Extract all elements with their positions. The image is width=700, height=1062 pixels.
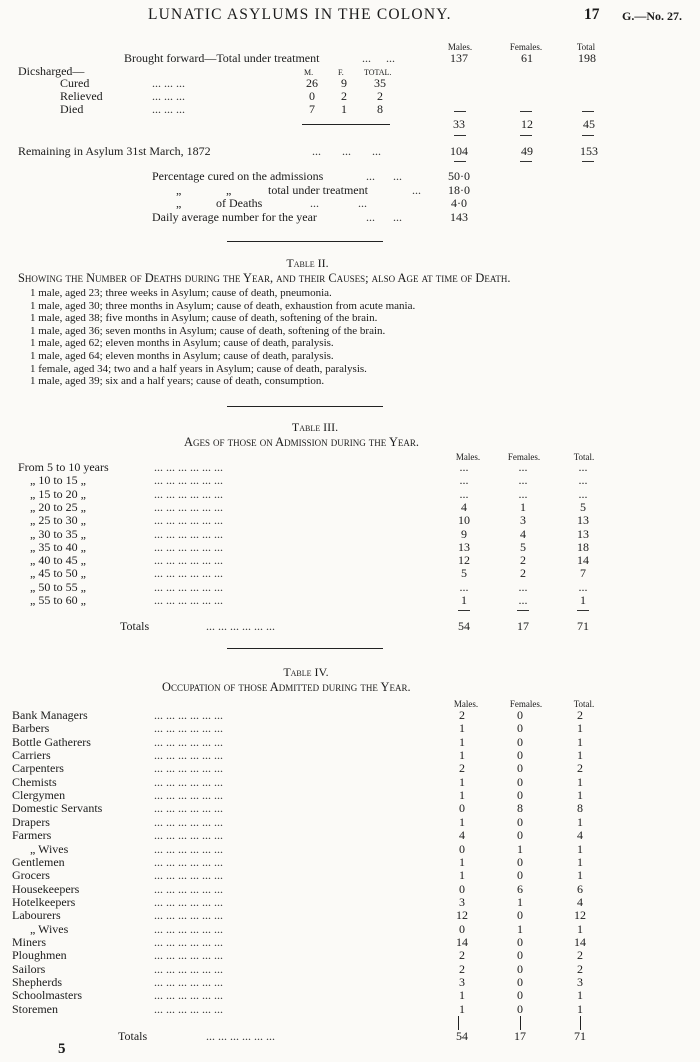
age-row-females: 4	[520, 526, 526, 541]
leader-dots: ... ... ... ... ... ...	[154, 921, 223, 936]
t3-col-total: Total.	[573, 452, 595, 462]
age-row-total: ...	[578, 460, 588, 474]
occupation-row-females: 0	[517, 774, 523, 789]
discharged-total-total: 45	[583, 117, 595, 131]
occupation-row-total: 1	[577, 1001, 583, 1016]
remaining-males: 104	[450, 144, 468, 158]
age-row-label: „ 40 to 45 „	[30, 553, 86, 568]
age-row-label: „ 25 to 30 „	[30, 513, 86, 528]
age-row-females: ...	[518, 593, 528, 607]
discharged-total-females: 12	[521, 117, 533, 131]
age-row-males: 9	[461, 526, 467, 541]
age-row-females: 5	[520, 539, 526, 554]
occupation-row-total: 1	[577, 988, 583, 1003]
occupation-row-label: Barbers	[12, 721, 50, 736]
table-3-caption: Ages of those on Admission during the Year.	[184, 435, 419, 449]
pct-cured-label: Percentage cured on the admissions	[152, 169, 324, 183]
pct-deaths-label: of Deaths	[216, 196, 263, 210]
t3-col-males: Males.	[455, 452, 481, 462]
rule-mark	[454, 135, 466, 136]
page-number-top: 17	[584, 6, 600, 23]
discharged-row-f: 2	[341, 89, 347, 103]
leader-dots: ... ... ... ... ... ...	[154, 894, 223, 909]
leader-dots: ... ... ... ... ... ...	[154, 460, 223, 474]
discharged-row-m: 0	[309, 89, 315, 103]
age-row-label: „ 45 to 50 „	[30, 566, 86, 581]
age-row-males: 4	[461, 499, 467, 514]
occupation-row-total: 1	[577, 774, 583, 789]
occupation-row-males: 0	[459, 841, 465, 856]
occupation-row-label: Carriers	[12, 748, 51, 763]
leader-dots: ... ... ...	[152, 89, 185, 103]
leader-dots: ... ... ... ... ... ...	[154, 948, 223, 963]
age-row-males: 5	[461, 566, 467, 581]
rule-mark	[458, 1016, 459, 1030]
occupation-row-females: 0	[517, 908, 523, 923]
age-row-females: 3	[520, 513, 526, 528]
occupation-row-label: Schoolmasters	[12, 988, 82, 1003]
occupation-row-males: 1	[459, 868, 465, 883]
age-row-males: 13	[458, 539, 470, 554]
occupation-row-label: Ploughmen	[12, 948, 67, 963]
rule-mark	[454, 111, 466, 112]
death-record-row: 1 male, aged 38; five months in Asylum; cause of death, softening of the brain.	[30, 312, 378, 325]
sub-head-m: M.	[304, 68, 314, 77]
occupation-row-females: 0	[517, 975, 523, 989]
occupation-row-males: 3	[459, 975, 465, 989]
col-males: Males.	[447, 42, 473, 52]
rule-mark	[458, 610, 470, 611]
occupation-row-males: 1	[459, 788, 465, 803]
section-divider	[227, 241, 383, 242]
occupation-row-males: 2	[459, 761, 465, 776]
page-number-bottom: 5	[58, 1041, 66, 1057]
age-row-females: 1	[520, 499, 526, 514]
sub-head-f: F.	[338, 68, 344, 77]
occupation-row-total: 3	[577, 975, 583, 989]
occupation-row-label: Bank Managers	[12, 708, 88, 722]
t3-totals-females: 17	[517, 619, 529, 633]
t4-totals-females: 17	[514, 1029, 526, 1043]
occupation-row-females: 0	[517, 788, 523, 803]
death-record-row: 1 male, aged 30; three months in Asylum; cause of death, exhaustion from acute mania.	[30, 299, 416, 312]
occupation-row-total: 1	[577, 721, 583, 736]
pct-deaths-value: 4·0	[451, 196, 467, 210]
discharged-label: Dicsharged—	[18, 64, 85, 78]
occupation-row-total: 14	[574, 934, 586, 949]
occupation-row-females: 0	[517, 948, 523, 963]
rule-mark	[582, 135, 594, 136]
occupation-row-total: 2	[577, 708, 583, 722]
t4-totals-total: 71	[574, 1029, 586, 1043]
occupation-row-label: Miners	[12, 934, 46, 949]
t3-col-females: Females.	[507, 452, 541, 462]
age-row-total: ...	[578, 486, 588, 501]
occupation-row-females: 0	[517, 721, 523, 736]
t4-totals-males: 54	[456, 1029, 468, 1043]
age-row-total: 7	[580, 566, 586, 581]
occupation-row-males: 1	[459, 854, 465, 869]
leader-dots: ... ... ... ... ... ...	[154, 513, 223, 528]
age-row-label: „ 55 to 60 „	[30, 593, 86, 607]
leader-dots: ... ... ... ... ... ...	[154, 579, 223, 594]
age-row-label: From 5 to 10 years	[18, 460, 109, 474]
leader-dots: ... ... ... ... ... ...	[154, 788, 223, 803]
age-row-label: „ 50 to 55 „	[30, 579, 86, 594]
brought-forward-label: Brought forward—Total under treatment	[124, 51, 320, 65]
leader-dots: ... ...	[366, 210, 402, 224]
occupation-row-total: 1	[577, 841, 583, 856]
age-row-total: 18	[577, 539, 589, 554]
leader-dots: ... ... ... ... ... ...	[154, 708, 223, 722]
occupation-row-total: 1	[577, 921, 583, 936]
age-row-males: 1	[461, 593, 467, 607]
occupation-row-males: 0	[459, 921, 465, 936]
occupation-row-males: 1	[459, 748, 465, 763]
death-record-row: 1 female, aged 34; two and a half years in Asylum; cause of death, paralysis.	[30, 362, 367, 375]
rule-mark	[520, 111, 532, 112]
occupation-row-males: 1	[459, 734, 465, 749]
leader-dots: ... ... ... ... ... ...	[154, 473, 223, 488]
age-row-label: „ 15 to 20 „	[30, 486, 86, 501]
occupation-row-total: 1	[577, 854, 583, 869]
ditto-mark: „	[226, 183, 232, 197]
age-row-females: ...	[518, 473, 528, 488]
occupation-row-females: 0	[517, 814, 523, 829]
occupation-row-females: 6	[517, 881, 523, 896]
leader-dots: ... ... ... ... ... ...	[154, 961, 223, 976]
page-title: LUNATIC ASYLUMS IN THE COLONY.	[148, 6, 452, 23]
occupation-row-females: 0	[517, 988, 523, 1003]
occupation-row-females: 0	[517, 1001, 523, 1016]
occupation-row-males: 2	[459, 948, 465, 963]
occupation-row-label: „ Wives	[30, 921, 69, 936]
occupation-row-females: 0	[517, 761, 523, 776]
leader-dots: ... ... ... ... ... ...	[154, 721, 223, 736]
occupation-row-total: 1	[577, 748, 583, 763]
occupation-row-males: 1	[459, 774, 465, 789]
occupation-row-label: Chemists	[12, 774, 57, 789]
pct-cured-value: 50·0	[448, 169, 470, 183]
age-row-females: ...	[518, 579, 528, 594]
occupation-row-males: 1	[459, 988, 465, 1003]
t4-col-females: Females.	[509, 699, 543, 709]
remaining-females: 49	[521, 144, 533, 158]
occupation-row-total: 12	[574, 908, 586, 923]
occupation-row-label: Housekeepers	[12, 881, 80, 896]
t3-totals-total: 71	[577, 619, 589, 633]
occupation-row-label: Drapers	[12, 814, 50, 829]
brought-forward-males: 137	[450, 51, 468, 65]
leader-dots: ... ... ... ... ... ...	[154, 761, 223, 776]
leader-dots: ... ... ... ... ... ...	[154, 814, 223, 829]
occupation-row-males: 3	[459, 894, 465, 909]
t3-totals-males: 54	[458, 619, 470, 633]
death-record-row: 1 male, aged 64; eleven months in Asylum; cause of death, paralysis.	[30, 350, 334, 362]
age-row-females: ...	[518, 460, 528, 474]
rule-mark	[582, 111, 594, 112]
daily-average-value: 143	[450, 210, 468, 224]
occupation-row-total: 6	[577, 881, 583, 896]
age-row-total: 1	[580, 593, 586, 607]
brought-forward-females: 61	[521, 51, 533, 65]
age-row-total: 13	[577, 513, 589, 528]
occupation-row-label: Sailors	[12, 961, 46, 976]
remaining-total: 153	[580, 144, 598, 158]
age-row-males: ...	[459, 579, 469, 594]
leader-dots: ... ... ...	[152, 76, 185, 90]
discharged-row-f: 9	[341, 76, 347, 90]
occupation-row-females: 0	[517, 734, 523, 749]
age-row-label: „ 20 to 25 „	[30, 499, 86, 514]
occupation-row-label: Farmers	[12, 828, 52, 843]
occupation-row-label: Labourers	[12, 908, 61, 923]
sub-head-total: TOTAL.	[364, 68, 392, 77]
discharged-row-m: 7	[309, 102, 315, 116]
t4-col-males: Males.	[453, 699, 479, 709]
occupation-row-males: 2	[459, 961, 465, 976]
occupation-row-males: 14	[456, 934, 468, 949]
leader-dots: ... ... ... ... ... ...	[154, 734, 223, 749]
age-row-label: „ 10 to 15 „	[30, 473, 86, 488]
leader-dots: ... ... ... ... ... ...	[154, 934, 223, 949]
occupation-row-total: 1	[577, 814, 583, 829]
occupation-row-females: 0	[517, 748, 523, 763]
occupation-row-females: 8	[517, 801, 523, 816]
death-record-row: 1 male, aged 36; seven months in Asylum; cause of death, softening of the brain.	[30, 324, 386, 337]
age-row-total: 14	[577, 553, 589, 568]
table-2-caption: Showing the Number of Deaths during the Year, and their Causes; also Age at time of Death.	[18, 271, 511, 285]
death-record-row: 1 male, aged 39; six and a half years; cause of death, consumption.	[30, 375, 325, 388]
leader-dots: ... ... ... ... ... ...	[206, 619, 275, 633]
discharged-row-label: Cured	[60, 76, 90, 90]
table-4-title: Table IV.	[283, 665, 329, 679]
leader-dots: ... ... ... ... ... ...	[154, 1001, 223, 1016]
occupation-row-females: 1	[517, 841, 523, 856]
remaining-label: Remaining in Asylum 31st March, 1872	[18, 144, 211, 158]
leader-dots: ... ... ... ... ... ...	[154, 486, 223, 501]
age-row-females: 2	[520, 553, 526, 568]
occupation-row-males: 0	[459, 881, 465, 896]
occupation-row-total: 8	[577, 801, 583, 816]
t4-col-total: Total.	[573, 699, 595, 709]
occupation-row-females: 0	[517, 854, 523, 869]
age-row-label: „ 35 to 40 „	[30, 539, 86, 554]
occupation-row-total: 1	[577, 788, 583, 803]
death-record-row: 1 male, aged 62; eleven months in Asylum; cause of death, paralysis.	[30, 337, 334, 350]
leader-dots: ... ...	[366, 169, 402, 183]
occupation-row-females: 0	[517, 868, 523, 883]
leader-dots: ... ... ... ... ... ...	[154, 593, 223, 607]
leader-dots: ... ... ... ... ... ...	[154, 801, 223, 816]
occupation-row-label: Shepherds	[12, 975, 62, 989]
occupation-row-females: 0	[517, 828, 523, 843]
occupation-row-females: 1	[517, 921, 523, 936]
leader-dots: ... ...	[310, 196, 367, 210]
occupation-row-females: 0	[517, 934, 523, 949]
leader-dots: ... ... ... ... ... ...	[154, 553, 223, 568]
occupation-row-label: Domestic Servants	[12, 801, 103, 816]
discharged-row-total: 8	[377, 102, 383, 116]
occupation-row-females: 0	[517, 961, 523, 976]
document-reference: G.—No. 27.	[622, 9, 682, 23]
t3-totals-label: Totals	[120, 619, 150, 633]
occupation-row-males: 12	[456, 908, 468, 923]
age-row-females: 2	[520, 566, 526, 581]
col-total: Total	[576, 42, 596, 52]
leader-dots: ... ... ...	[152, 102, 185, 116]
leader-dots: ... ... ... ... ... ...	[154, 881, 223, 896]
age-row-males: 10	[458, 513, 470, 528]
brought-forward-total: 198	[578, 51, 596, 65]
occupation-row-total: 1	[577, 734, 583, 749]
occupation-row-males: 4	[459, 828, 465, 843]
discharged-row-label: Died	[60, 102, 84, 116]
occupation-row-total: 2	[577, 961, 583, 976]
occupation-row-total: 4	[577, 894, 583, 909]
ditto-mark: „	[176, 196, 182, 210]
table-4-caption: Occupation of those Admitted during the Year.	[162, 680, 411, 694]
col-females: Females.	[509, 42, 543, 52]
occupation-row-label: „ Wives	[30, 841, 69, 856]
occupation-row-males: 1	[459, 721, 465, 736]
discharged-total-males: 33	[453, 117, 465, 131]
discharged-row-total: 35	[374, 76, 386, 90]
discharged-rule	[302, 124, 390, 125]
rule-mark	[520, 1016, 521, 1030]
leader-dots: ... ... ... ... ... ...	[154, 988, 223, 1003]
rule-mark	[577, 610, 589, 611]
section-divider	[227, 648, 383, 649]
rule-mark	[582, 161, 594, 162]
occupation-row-females: 1	[517, 894, 523, 909]
table-3-title: Table III.	[291, 420, 339, 434]
occupation-row-total: 2	[577, 761, 583, 776]
leader-dots: ... ... ... ... ... ...	[154, 975, 223, 989]
leader-dots: ... ... ... ... ... ...	[154, 828, 223, 843]
occupation-row-label: Hotelkeepers	[12, 894, 76, 909]
rule-mark	[580, 1016, 581, 1030]
occupation-row-females: 0	[517, 708, 523, 722]
age-row-total: ...	[578, 579, 588, 594]
leader-dots: ... ... ... ... ... ...	[154, 539, 223, 554]
occupation-row-males: 1	[459, 1001, 465, 1016]
leader-dots: ... ... ... ... ... ...	[154, 908, 223, 923]
occupation-row-total: 2	[577, 948, 583, 963]
occupation-row-label: Clergymen	[12, 788, 66, 803]
rule-mark	[520, 135, 532, 136]
pct-total-value: 18·0	[448, 183, 470, 197]
occupation-row-label: Grocers	[12, 868, 50, 883]
leader-dots: ...	[412, 183, 421, 197]
occupation-row-total: 1	[577, 868, 583, 883]
leader-dots: ... ...	[362, 51, 395, 65]
age-row-males: ...	[459, 473, 469, 488]
leader-dots: ... ... ... ... ... ...	[154, 499, 223, 514]
pct-total-label: total under treatment	[268, 183, 368, 197]
age-row-total: ...	[578, 473, 588, 488]
leader-dots: ... ... ... ... ... ...	[154, 526, 223, 541]
leader-dots: ... ... ... ... ... ...	[154, 854, 223, 869]
age-row-total: 5	[580, 499, 586, 514]
section-divider	[227, 406, 383, 407]
occupation-row-males: 1	[459, 814, 465, 829]
occupation-row-label: Bottle Gatherers	[12, 734, 91, 749]
leader-dots: ... ... ... ... ... ...	[154, 841, 223, 856]
leader-dots: ... ... ...	[312, 144, 381, 158]
occupation-row-label: Carpenters	[12, 761, 64, 776]
rule-mark	[454, 161, 466, 162]
occupation-row-label: Gentlemen	[12, 854, 65, 869]
leader-dots: ... ... ... ... ... ...	[154, 868, 223, 883]
age-row-males: ...	[459, 486, 469, 501]
occupation-row-males: 0	[459, 801, 465, 816]
table-2-title: Table II.	[286, 256, 329, 270]
age-row-females: ...	[518, 486, 528, 501]
leader-dots: ... ... ... ... ... ...	[154, 566, 223, 581]
daily-average-label: Daily average number for the year	[152, 210, 317, 224]
discharged-row-label: Relieved	[60, 89, 103, 103]
rule-mark	[517, 610, 529, 611]
age-row-males: 12	[458, 553, 470, 568]
occupation-row-males: 2	[459, 708, 465, 722]
leader-dots: ... ... ... ... ... ...	[154, 774, 223, 789]
occupation-row-label: Storemen	[12, 1001, 58, 1016]
discharged-row-total: 2	[377, 89, 383, 103]
leader-dots: ... ... ... ... ... ...	[154, 748, 223, 763]
age-row-label: „ 30 to 35 „	[30, 526, 86, 541]
discharged-row-m: 26	[306, 76, 318, 90]
leader-dots: ... ... ... ... ... ...	[206, 1029, 275, 1043]
rule-mark	[520, 161, 532, 162]
age-row-total: 13	[577, 526, 589, 541]
discharged-row-f: 1	[341, 102, 347, 116]
death-record-row: 1 male, aged 23; three weeks in Asylum; cause of death, pneumonia.	[30, 287, 332, 299]
ditto-mark: „	[176, 183, 182, 197]
occupation-row-total: 4	[577, 828, 583, 843]
age-row-males: ...	[459, 460, 469, 474]
t4-totals-label: Totals	[118, 1029, 148, 1043]
